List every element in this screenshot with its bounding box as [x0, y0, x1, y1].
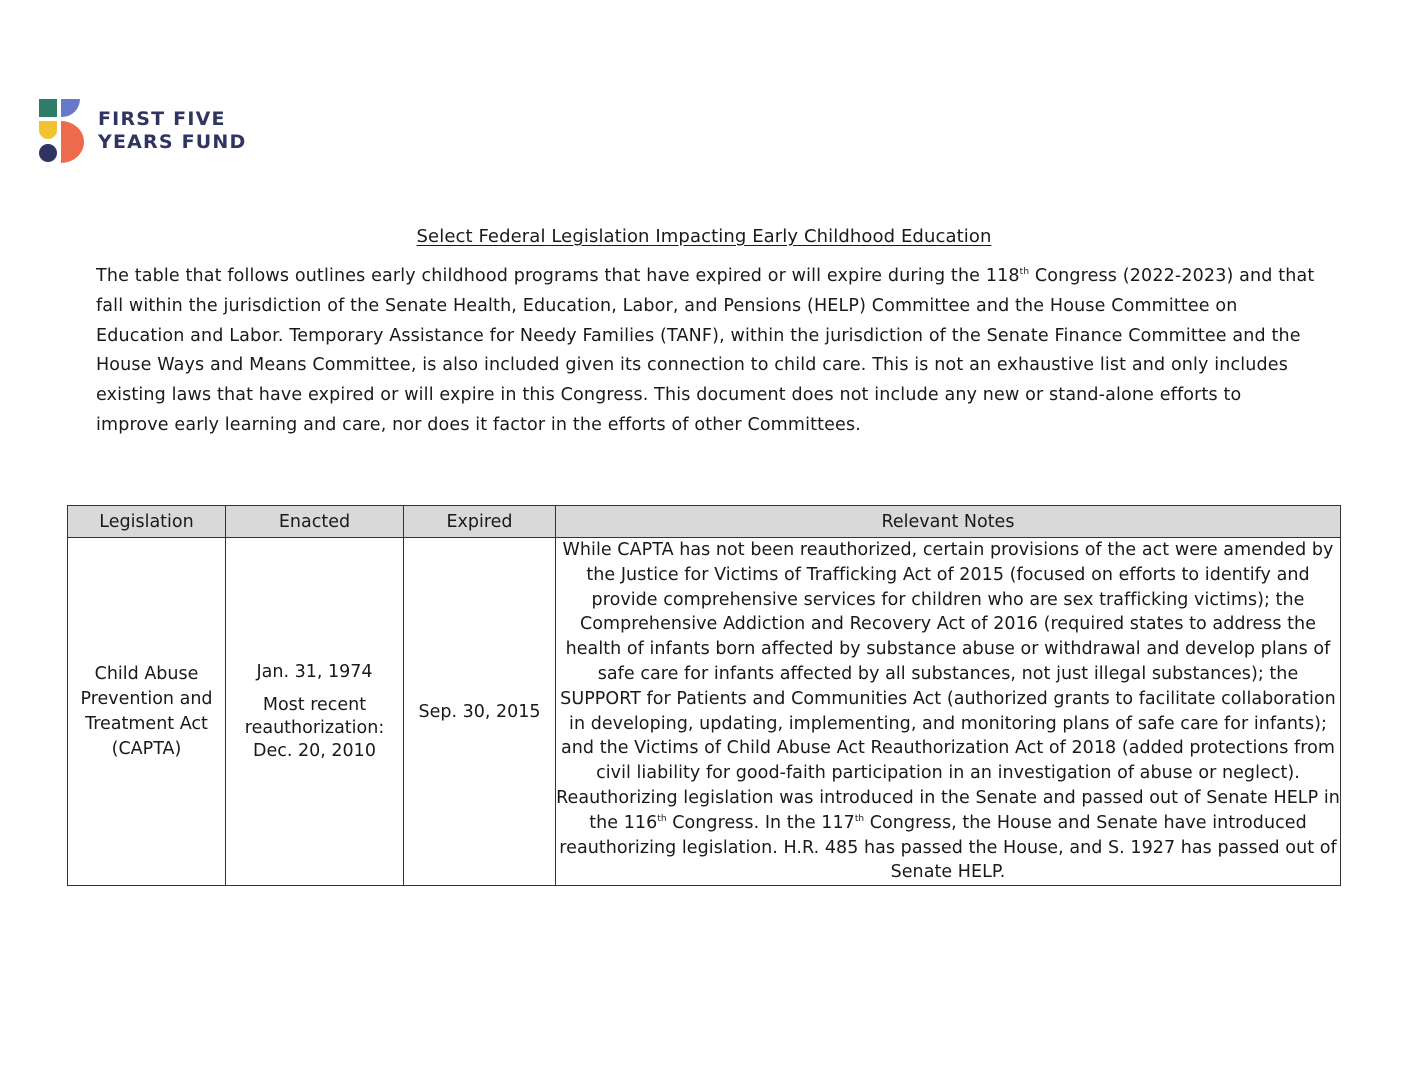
header-enacted: Enacted — [226, 506, 404, 538]
intro-text-part2: Congress (2022-2023) and that fall within the jurisdiction of the Senate Health, Education, Labor, and Pensions (HELP) Committee and the House Committee on Education and Labor. Temporary Assistance for Needy Families (TANF), within the jurisdiction of the Senate Finance Committee and the House Ways and Means Committee, is also included given its connection to child care. This is not an exhaustive list and only includes existing laws that have expired or will expire in this Congress. This document does not include any new or stand-alone efforts to improve early learning and care, nor does it factor in the efforts of other Committees. — [96, 266, 1315, 435]
logo-mark-icon — [39, 99, 85, 163]
legislation-table — [67, 505, 1341, 886]
document-title: Select Federal Legislation Impacting Early Childhood Education — [416, 226, 992, 247]
reauthorization-note: Most recent reauthorization: Dec. 20, 2010 — [244, 694, 385, 761]
header-relevant-notes: Relevant Notes — [556, 506, 1341, 538]
intro-superscript: th — [1019, 267, 1030, 278]
notes-superscript-2: th — [854, 813, 865, 824]
intro-text-part1: The table that follows outlines early childhood programs that have expired or will expire during the 118 — [96, 266, 1020, 286]
table-row — [68, 538, 1341, 886]
notes-text-part3: Congress, the House and Senate have introduced reauthorizing legislation. H.R. 485 has passed the House, and S. 1927 has passed out of Senate HELP. — [559, 812, 1337, 883]
cell-relevant-notes — [556, 538, 1341, 886]
header-legislation: Legislation — [68, 506, 226, 538]
enacted-date: Jan. 31, 1974 — [256, 661, 373, 682]
intro-paragraph — [96, 262, 1316, 441]
logo-yellow-half — [39, 121, 57, 139]
logo-orange-half-circle — [61, 121, 84, 163]
header-expired: Expired — [404, 506, 556, 538]
cell-enacted — [226, 538, 404, 886]
notes-text-part1: While CAPTA has not been reauthorized, certain provisions of the act were amended by the Justice for Victims of Trafficking Act of 2015 (focused on efforts to identify and provide comprehensive services for children who are sex trafficking victims); the Comprehensive Addiction and Recovery Act of 2016 (required states to address the health of infants born affected by substance abuse or withdrawal and develop plans of safe care for infants affected by all substances, not just illegal substances); the SUPPORT for Patients and Communities Act (authorized grants to facilitate collaboration in developing, updating, implementing, and monitoring plans of safe care for infants); and the Victims of Child Abuse Act Reauthorization Act of 2018 (added protections from civil liability for good-faith participation in an investigation of abuse or neglect). Reauthorizing legislation was introduced in the Senate and passed out of Senate HELP in the 116 — [556, 540, 1340, 833]
logo-line-2: YEARS FUND — [98, 131, 247, 153]
cell-legislation: Child Abuse Prevention and Treatment Act (CAPTA) — [68, 538, 226, 886]
notes-superscript-1: th — [657, 813, 667, 824]
logo-line-1: FIRST FIVE — [98, 108, 226, 130]
first-five-years-fund-logo — [39, 99, 246, 163]
logo-blue-quarter — [61, 99, 80, 117]
logo-teal-square — [39, 99, 57, 117]
cell-expired: Sep. 30, 2015 — [404, 538, 556, 886]
notes-text-part2: Congress. In the 117 — [666, 812, 855, 833]
logo-navy-dot — [39, 144, 57, 162]
logo-wordmark — [98, 108, 246, 154]
table-header-row — [68, 506, 1341, 538]
